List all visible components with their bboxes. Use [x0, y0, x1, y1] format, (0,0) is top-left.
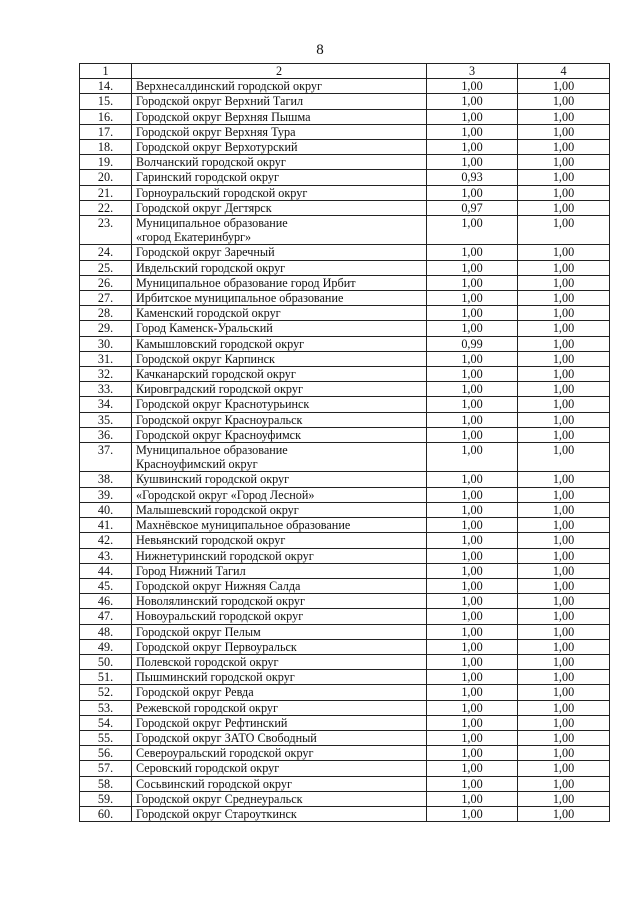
- municipality-name: [132, 746, 427, 761]
- table-row: [80, 291, 610, 306]
- row-number: 38.: [80, 472, 132, 487]
- municipality-name-line: Муниципальное образование: [136, 443, 288, 458]
- municipality-name: [132, 548, 427, 563]
- row-number: 57.: [80, 761, 132, 776]
- municipality-name-line: Городской округ Заречный: [136, 245, 275, 260]
- row-number: 28.: [80, 306, 132, 321]
- table-row: [80, 443, 610, 472]
- coefficient-col4: 1,00: [518, 609, 610, 624]
- municipality-name-line: Городской округ Верхний Тагил: [136, 94, 304, 109]
- municipality-name: [132, 715, 427, 730]
- municipality-name-line: Каменский городской округ: [136, 306, 281, 321]
- row-number: 26.: [80, 275, 132, 290]
- table-row: [80, 502, 610, 517]
- row-number: 42.: [80, 533, 132, 548]
- municipality-name: [132, 412, 427, 427]
- coefficient-col4: 1,00: [518, 109, 610, 124]
- table-row: [80, 700, 610, 715]
- coefficient-col3: 1,00: [427, 367, 518, 382]
- table-row: [80, 216, 610, 245]
- row-number: 19.: [80, 155, 132, 170]
- coefficient-col4: 1,00: [518, 275, 610, 290]
- municipality-name: [132, 533, 427, 548]
- coefficient-col4: 1,00: [518, 200, 610, 215]
- coefficient-col4: 1,00: [518, 291, 610, 306]
- coefficient-col3: 1,00: [427, 79, 518, 94]
- table-row: [80, 578, 610, 593]
- municipality-name-line: Городской округ Красноуфимск: [136, 427, 302, 442]
- municipality-name-line: Городской округ Среднеуральск: [136, 791, 303, 806]
- table-row: [80, 487, 610, 502]
- coefficient-col4: 1,00: [518, 670, 610, 685]
- table-row: [80, 472, 610, 487]
- municipality-name: [132, 654, 427, 669]
- municipality-name-line: Ирбитское муниципальное образование: [136, 291, 344, 306]
- row-number: 15.: [80, 94, 132, 109]
- coefficient-col4: 1,00: [518, 563, 610, 578]
- coefficient-col3: 1,00: [427, 291, 518, 306]
- table-row: [80, 185, 610, 200]
- municipality-name: [132, 216, 427, 245]
- municipality-name-line: Верхнесалдинский городской округ: [136, 79, 323, 94]
- coefficient-col4: 1,00: [518, 79, 610, 94]
- coefficient-col3: 1,00: [427, 124, 518, 139]
- coefficient-col4: 1,00: [518, 306, 610, 321]
- municipality-name: [132, 472, 427, 487]
- coefficient-col4: 1,00: [518, 472, 610, 487]
- municipality-name-line: Городской округ Дегтярск: [136, 200, 272, 215]
- coefficient-col3: 1,00: [427, 670, 518, 685]
- municipality-name-line: Красноуфимский округ: [136, 457, 258, 472]
- municipality-name: [132, 761, 427, 776]
- coefficient-col3: 1,00: [427, 715, 518, 730]
- municipality-name-line: Малышевский городской округ: [136, 502, 299, 517]
- table-row: [80, 715, 610, 730]
- municipality-name-line: Новоуральский городской округ: [136, 609, 304, 624]
- municipality-name: [132, 200, 427, 215]
- row-number: 58.: [80, 776, 132, 791]
- coefficient-col4: 1,00: [518, 806, 610, 821]
- column-header-3: 3: [427, 64, 518, 79]
- coefficient-col4: 1,00: [518, 427, 610, 442]
- coefficient-col3: 0,99: [427, 336, 518, 351]
- coefficient-col3: 1,00: [427, 518, 518, 533]
- municipality-name: [132, 245, 427, 260]
- row-number: 48.: [80, 624, 132, 639]
- municipality-name-line: Городской округ Верхняя Тура: [136, 124, 296, 139]
- table-row: [80, 94, 610, 109]
- row-number: 27.: [80, 291, 132, 306]
- coefficient-col4: 1,00: [518, 367, 610, 382]
- row-number: 41.: [80, 518, 132, 533]
- coefficient-col3: 1,00: [427, 487, 518, 502]
- coefficient-col3: 1,00: [427, 746, 518, 761]
- table-row: [80, 730, 610, 745]
- municipality-name: [132, 94, 427, 109]
- coefficient-col3: 1,00: [427, 443, 518, 472]
- table-row: [80, 594, 610, 609]
- coefficient-col4: 1,00: [518, 351, 610, 366]
- municipality-name-line: Махнёвское муниципальное образование: [136, 518, 351, 533]
- municipality-name: [132, 336, 427, 351]
- coefficient-col4: 1,00: [518, 412, 610, 427]
- coefficient-col4: 1,00: [518, 715, 610, 730]
- table-row: [80, 382, 610, 397]
- municipality-name: [132, 170, 427, 185]
- municipality-name: [132, 563, 427, 578]
- coefficient-col3: 1,00: [427, 321, 518, 336]
- municipality-name: [132, 502, 427, 517]
- table-row: [80, 746, 610, 761]
- row-number: 50.: [80, 654, 132, 669]
- coefficient-col3: 1,00: [427, 216, 518, 245]
- municipality-name-line: Городской округ Верхняя Пышма: [136, 109, 311, 124]
- municipality-name: [132, 79, 427, 94]
- row-number: 36.: [80, 427, 132, 442]
- table-row: [80, 427, 610, 442]
- coefficient-col3: 1,00: [427, 397, 518, 412]
- coefficient-col3: 1,00: [427, 185, 518, 200]
- table-row: [80, 140, 610, 155]
- coefficient-col3: 0,93: [427, 170, 518, 185]
- table-row: [80, 109, 610, 124]
- municipality-name: [132, 776, 427, 791]
- table-row: [80, 624, 610, 639]
- row-number: 16.: [80, 109, 132, 124]
- municipality-name-line: Городской округ Верхотурский: [136, 140, 298, 155]
- row-number: 44.: [80, 563, 132, 578]
- row-number: 46.: [80, 594, 132, 609]
- municipality-name-line: Серовский городской округ: [136, 761, 280, 776]
- municipality-name-line: Горноуральский городской округ: [136, 185, 308, 200]
- municipality-name-line: Сосьвинский городской округ: [136, 776, 292, 791]
- coefficient-col3: 1,00: [427, 806, 518, 821]
- municipality-name: [132, 124, 427, 139]
- municipality-name-line: Городской округ Первоуральск: [136, 639, 297, 654]
- municipality-name-line: Городской округ Староуткинск: [136, 806, 297, 821]
- municipality-name: [132, 140, 427, 155]
- municipality-name: [132, 443, 427, 472]
- municipality-name: [132, 427, 427, 442]
- municipality-name-line: Невьянский городской округ: [136, 533, 286, 548]
- municipality-name: [132, 578, 427, 593]
- coefficient-col4: 1,00: [518, 594, 610, 609]
- municipality-name-line: Городской округ Нижняя Салда: [136, 578, 301, 593]
- coefficient-col3: 1,00: [427, 472, 518, 487]
- coefficient-col3: 1,00: [427, 109, 518, 124]
- municipality-name-line: Кушвинский городской округ: [136, 472, 290, 487]
- coefficient-col4: 1,00: [518, 170, 610, 185]
- municipality-name-line: Городской округ Пелым: [136, 624, 261, 639]
- coefficient-col3: 1,00: [427, 685, 518, 700]
- row-number: 43.: [80, 548, 132, 563]
- municipality-name-line: Волчанский городской округ: [136, 155, 286, 170]
- coefficient-col3: 1,00: [427, 609, 518, 624]
- municipality-name-line: Город Каменск-Уральский: [136, 321, 273, 336]
- municipality-name: [132, 382, 427, 397]
- municipality-name: [132, 806, 427, 821]
- coefficient-col4: 1,00: [518, 487, 610, 502]
- coefficient-col3: 1,00: [427, 639, 518, 654]
- row-number: 23.: [80, 216, 132, 245]
- row-number: 59.: [80, 791, 132, 806]
- municipality-name: [132, 518, 427, 533]
- row-number: 37.: [80, 443, 132, 472]
- coefficient-col3: 1,00: [427, 578, 518, 593]
- municipality-name-line: Камышловский городской округ: [136, 336, 305, 351]
- row-number: 21.: [80, 185, 132, 200]
- coefficient-col3: 1,00: [427, 427, 518, 442]
- row-number: 33.: [80, 382, 132, 397]
- coefficient-col3: 1,00: [427, 563, 518, 578]
- row-number: 45.: [80, 578, 132, 593]
- row-number: 20.: [80, 170, 132, 185]
- municipality-name: [132, 260, 427, 275]
- row-number: 52.: [80, 685, 132, 700]
- municipality-name: [132, 624, 427, 639]
- coefficient-col3: 1,00: [427, 654, 518, 669]
- municipality-name-line: Ивдельский городской округ: [136, 260, 286, 275]
- municipality-name-line: Городской округ Карпинск: [136, 351, 275, 366]
- coefficient-col3: 1,00: [427, 306, 518, 321]
- coefficient-col3: 1,00: [427, 502, 518, 517]
- municipality-name: [132, 670, 427, 685]
- coefficient-col4: 1,00: [518, 791, 610, 806]
- table-row: [80, 245, 610, 260]
- coefficient-col3: 1,00: [427, 260, 518, 275]
- coefficient-col3: 1,00: [427, 624, 518, 639]
- municipality-name: [132, 306, 427, 321]
- municipality-name: [132, 397, 427, 412]
- coefficient-col4: 1,00: [518, 185, 610, 200]
- table-row: [80, 260, 610, 275]
- municipality-name: [132, 609, 427, 624]
- municipality-name-line: Город Нижний Тагил: [136, 563, 246, 578]
- coefficient-col4: 1,00: [518, 533, 610, 548]
- municipality-name-line: Городской округ Ревда: [136, 685, 254, 700]
- municipality-name-line: Нижнетуринский городской округ: [136, 548, 314, 563]
- table-row: [80, 761, 610, 776]
- coefficient-col4: 1,00: [518, 321, 610, 336]
- coefficient-col4: 1,00: [518, 624, 610, 639]
- coefficient-col4: 1,00: [518, 776, 610, 791]
- row-number: 30.: [80, 336, 132, 351]
- municipality-name-line: Гаринский городской округ: [136, 170, 279, 185]
- row-number: 29.: [80, 321, 132, 336]
- municipality-name: [132, 109, 427, 124]
- coefficient-col4: 1,00: [518, 155, 610, 170]
- coefficient-col4: 1,00: [518, 639, 610, 654]
- row-number: 34.: [80, 397, 132, 412]
- coefficient-col3: 1,00: [427, 533, 518, 548]
- coefficient-col4: 1,00: [518, 685, 610, 700]
- row-number: 55.: [80, 730, 132, 745]
- municipality-name: [132, 155, 427, 170]
- municipality-name-line: Городской округ Красноуральск: [136, 412, 303, 427]
- table-row: [80, 806, 610, 821]
- table-row: [80, 321, 610, 336]
- municipality-name-line: Городской округ Рефтинский: [136, 715, 288, 730]
- coefficient-col4: 1,00: [518, 730, 610, 745]
- row-number: 22.: [80, 200, 132, 215]
- coefficient-col4: 1,00: [518, 548, 610, 563]
- column-header-4: 4: [518, 64, 610, 79]
- municipality-name-line: Городской округ Краснотурьинск: [136, 397, 310, 412]
- coefficient-col4: 1,00: [518, 124, 610, 139]
- municipality-name-line: Качканарский городской округ: [136, 367, 296, 382]
- municipality-name: [132, 730, 427, 745]
- coefficient-col3: 1,00: [427, 351, 518, 366]
- row-number: 17.: [80, 124, 132, 139]
- column-header-2: 2: [132, 64, 427, 79]
- table-row: [80, 609, 610, 624]
- coefficient-col4: 1,00: [518, 746, 610, 761]
- municipality-name: [132, 275, 427, 290]
- municipality-name-line: Режевской городской округ: [136, 700, 278, 715]
- coefficient-col4: 1,00: [518, 140, 610, 155]
- coefficient-col4: 1,00: [518, 700, 610, 715]
- table-row: [80, 548, 610, 563]
- page-number: 8: [316, 42, 324, 58]
- municipality-name-line: Муниципальное образование: [136, 216, 288, 231]
- row-number: 56.: [80, 746, 132, 761]
- table-row: [80, 155, 610, 170]
- table-row: [80, 336, 610, 351]
- coefficient-col3: 1,00: [427, 548, 518, 563]
- row-number: 47.: [80, 609, 132, 624]
- table-row: [80, 518, 610, 533]
- row-number: 25.: [80, 260, 132, 275]
- row-number: 40.: [80, 502, 132, 517]
- table-row: [80, 367, 610, 382]
- table-row: [80, 563, 610, 578]
- table-row: [80, 170, 610, 185]
- table-row: [80, 533, 610, 548]
- table-row: [80, 124, 610, 139]
- row-number: 31.: [80, 351, 132, 366]
- table-row: [80, 776, 610, 791]
- coefficient-col3: 1,00: [427, 155, 518, 170]
- municipality-name: [132, 700, 427, 715]
- coefficient-col4: 1,00: [518, 443, 610, 472]
- municipality-name: [132, 594, 427, 609]
- municipality-name-line: Городской округ ЗАТО Свободный: [136, 730, 317, 745]
- municipality-name-line: Полевской городской округ: [136, 654, 279, 669]
- municipality-name: [132, 351, 427, 366]
- coefficient-col3: 1,00: [427, 412, 518, 427]
- row-number: 14.: [80, 79, 132, 94]
- coefficient-col4: 1,00: [518, 518, 610, 533]
- municipality-name-line: Пышминский городской округ: [136, 670, 295, 685]
- row-number: 32.: [80, 367, 132, 382]
- row-number: 51.: [80, 670, 132, 685]
- row-number: 18.: [80, 140, 132, 155]
- coefficient-col3: 1,00: [427, 700, 518, 715]
- row-number: 39.: [80, 487, 132, 502]
- table-row: [80, 654, 610, 669]
- table-row: [80, 79, 610, 94]
- table-row: [80, 306, 610, 321]
- coefficient-col3: 1,00: [427, 140, 518, 155]
- coefficient-col4: 1,00: [518, 382, 610, 397]
- coefficient-col4: 1,00: [518, 654, 610, 669]
- table-row: [80, 685, 610, 700]
- table-header-row: [80, 64, 610, 79]
- row-number: 53.: [80, 700, 132, 715]
- table-row: [80, 200, 610, 215]
- coefficient-col4: 1,00: [518, 761, 610, 776]
- table-row: [80, 397, 610, 412]
- municipality-name: [132, 367, 427, 382]
- municipality-name: [132, 291, 427, 306]
- municipality-name: [132, 487, 427, 502]
- municipality-name: [132, 791, 427, 806]
- municipality-name: [132, 321, 427, 336]
- coefficient-col4: 1,00: [518, 216, 610, 245]
- coefficient-col3: 1,00: [427, 761, 518, 776]
- municipality-name-line: Североуральский городской округ: [136, 746, 314, 761]
- coefficient-col4: 1,00: [518, 397, 610, 412]
- municipality-name: [132, 639, 427, 654]
- table-row: [80, 275, 610, 290]
- table-row: [80, 791, 610, 806]
- municipality-name-line: «город Екатеринбург»: [136, 230, 252, 245]
- coefficient-col3: 1,00: [427, 791, 518, 806]
- coefficient-col4: 1,00: [518, 260, 610, 275]
- municipality-name-line: Новолялинский городской округ: [136, 594, 305, 609]
- row-number: 49.: [80, 639, 132, 654]
- coefficient-col3: 0,97: [427, 200, 518, 215]
- municipality-name-line: «Городской округ «Город Лесной»: [136, 487, 315, 502]
- table-row: [80, 639, 610, 654]
- row-number: 54.: [80, 715, 132, 730]
- coefficient-col3: 1,00: [427, 382, 518, 397]
- coefficients-table: [79, 63, 610, 822]
- coefficient-col4: 1,00: [518, 502, 610, 517]
- coefficient-col4: 1,00: [518, 245, 610, 260]
- coefficient-col3: 1,00: [427, 245, 518, 260]
- table-row: [80, 412, 610, 427]
- municipality-name-line: Кировградский городской округ: [136, 382, 303, 397]
- municipality-name-line: Муниципальное образование город Ирбит: [136, 275, 356, 290]
- coefficient-col4: 1,00: [518, 336, 610, 351]
- row-number: 24.: [80, 245, 132, 260]
- coefficient-col3: 1,00: [427, 594, 518, 609]
- coefficient-col4: 1,00: [518, 94, 610, 109]
- table-row: [80, 351, 610, 366]
- municipality-name: [132, 185, 427, 200]
- row-number: 60.: [80, 806, 132, 821]
- coefficient-col3: 1,00: [427, 94, 518, 109]
- table-row: [80, 670, 610, 685]
- coefficient-col3: 1,00: [427, 275, 518, 290]
- coefficient-col4: 1,00: [518, 578, 610, 593]
- row-number: 35.: [80, 412, 132, 427]
- column-header-1: 1: [80, 64, 132, 79]
- municipality-name: [132, 685, 427, 700]
- coefficient-col3: 1,00: [427, 730, 518, 745]
- coefficient-col3: 1,00: [427, 776, 518, 791]
